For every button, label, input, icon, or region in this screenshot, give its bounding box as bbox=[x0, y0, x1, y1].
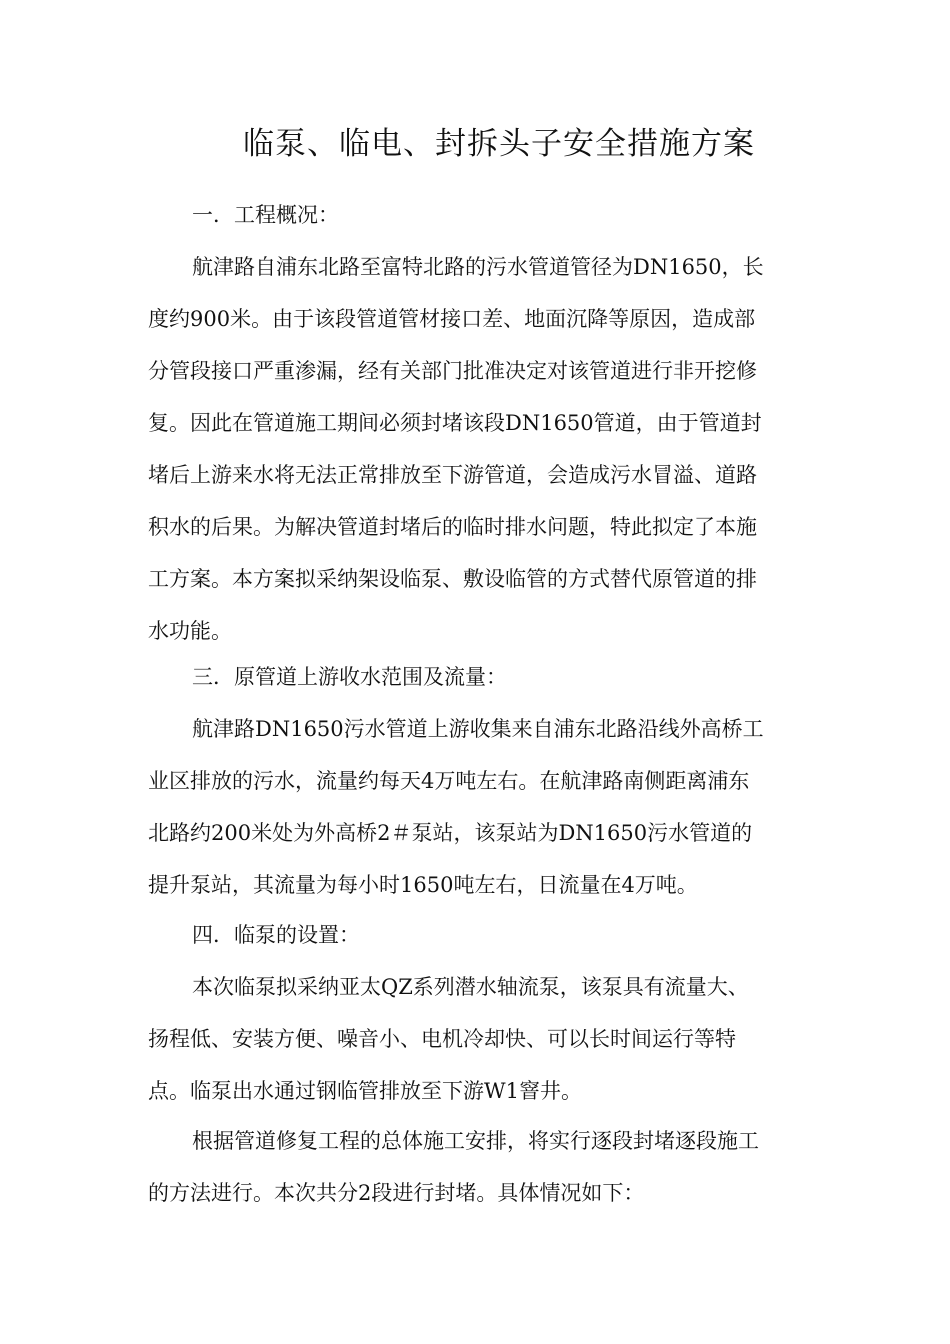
text-line: 点。临泵出水通过钢临管排放至下游W1窨井。 bbox=[148, 1079, 582, 1103]
paragraph-sealing-plan bbox=[148, 1126, 808, 1230]
text-line: 积水的后果。为解决管道封堵后的临时排水问题，特此拟定了本施 bbox=[148, 515, 757, 539]
paragraph-upstream bbox=[148, 714, 808, 922]
text-line: 的方法进行。本次共分2段进行封堵。具体情况如下： bbox=[148, 1181, 645, 1205]
text-line: 航津路自浦东北路至富特北路的污水管道管径为DN1650，长 bbox=[192, 255, 764, 279]
text-line: 航津路DN1650污水管道上游收集来自浦东北路沿线外高桥工 bbox=[192, 717, 764, 741]
section-heading-overview: 一．工程概况： bbox=[192, 203, 339, 227]
text-line: 提升泵站，其流量为每小时1650吨左右，日流量在4万吨。 bbox=[148, 873, 698, 897]
section-heading-pump-setup: 四．临泵的设置： bbox=[192, 923, 360, 947]
text-line: 分管段接口严重渗漏，经有关部门批准决定对该管道进行非开挖修 bbox=[148, 359, 757, 383]
text-line: 堵后上游来水将无法正常排放至下游管道，会造成污水冒溢、道路 bbox=[148, 463, 757, 487]
text-line: 度约900米。由于该段管道管材接口差、地面沉降等原因，造成部 bbox=[148, 307, 756, 331]
document-title: 临泵、临电、封拆头子安全措施方案 bbox=[243, 126, 755, 162]
text-line: 本次临泵拟采纳亚太QZ系列潜水轴流泵，该泵具有流量大、 bbox=[192, 975, 749, 999]
text-line: 扬程低、安装方便、噪音小、电机冷却快、可以长时间运行等特 bbox=[148, 1027, 736, 1051]
text-line: 复。因此在管道施工期间必须封堵该段DN1650管道，由于管道封 bbox=[148, 411, 762, 435]
text-line: 北路约200米处为外高桥2＃泵站，该泵站为DN1650污水管道的 bbox=[148, 821, 753, 845]
text-line: 工方案。本方案拟采纳架设临泵、敷设临管的方式替代原管道的排 bbox=[148, 567, 757, 591]
text-line: 水功能。 bbox=[148, 619, 232, 643]
paragraph-pump-setup bbox=[148, 972, 808, 1128]
paragraph-overview bbox=[148, 252, 808, 668]
text-line: 根据管道修复工程的总体施工安排，将实行逐段封堵逐段施工 bbox=[192, 1129, 759, 1153]
text-line: 业区排放的污水，流量约每天4万吨左右。在航津路南侧距离浦东 bbox=[148, 769, 750, 793]
section-heading-upstream: 三．原管道上游收水范围及流量： bbox=[192, 665, 507, 689]
